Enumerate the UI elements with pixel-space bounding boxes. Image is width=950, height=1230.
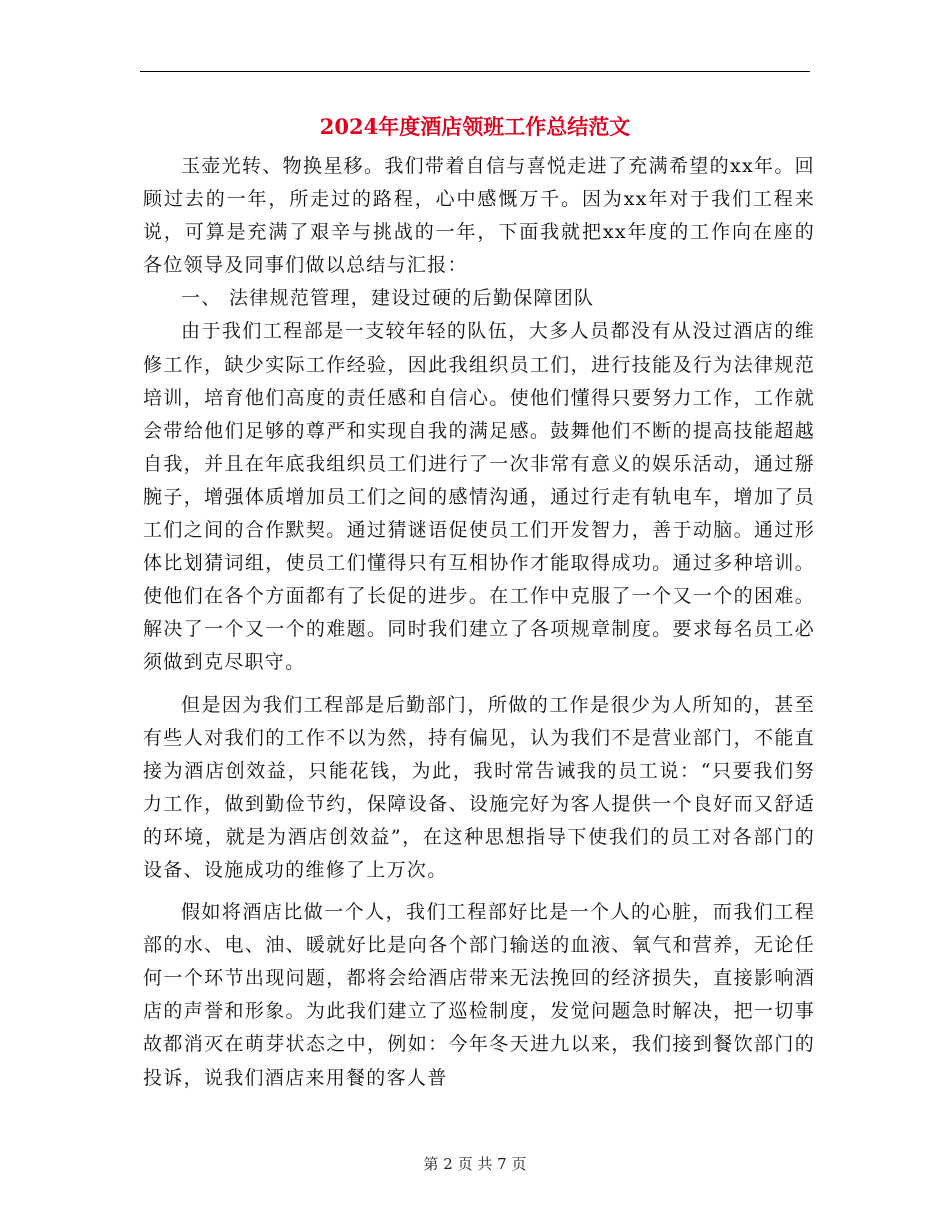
paragraph-team-training: 由于我们工程部是一支较年轻的队伍，大多人员都没有从没过酒店的维修工作，缺少实际工作经验，因此我组织员工们，进行技能及行为法律规范培训，培育他们高度的责任感和自信心。使他们懂得只要努力工作，工作就会带给他们足够的尊严和实现自我的满足感。鼓舞他们不断的提高技能超越自我，并且在年底我组织员工们进行了一次非常有意义的娱乐活动，通过掰腕子，增强体质增加员工们之间的感情沟通，通过行走有轨电车，增加了员工们之间的合作默契。通过猜谜语促使员工们开发智力，善于动脑。通过形体比划猜词组，使员工们懂得只有互相协作才能取得成功。通过多种培训。使他们在各个方面都有了长促的进步。在工作中克服了一个又一个的困难。解决了一个又一个的难题。同时我们建立了各项规章制度。要求每名员工必须做到克尽职守。: [143, 320, 815, 674]
header-rule: [140, 71, 810, 72]
page-number-footer: 第 2 页 共 7 页: [423, 1155, 527, 1173]
paragraph-heart-analogy: 假如将酒店比做一个人，我们工程部好比是一个人的心脏，而我们工程部的水、电、油、暖就好比是向各个部门输送的血液、氧气和营养，无论任何一个环节出现问题，都将会给酒店带来无法挽回的经济损失，直接影响酒店的声誉和形象。为此我们建立了巡检制度，发觉问题急时解决，把一切事故都消灭在萌芽状态之中，例如：今年冬天进九以来，我们接到餐饮部门的投诉，说我们酒店来用餐的客人普: [143, 901, 815, 1089]
paragraph-intro: 玉壶光转、物换星移。我们带着自信与喜悦走进了充满希望的xx年。回顾过去的一年，所走过的路程，心中感慨万千。因为xx年对于我们工程来说，可算是充满了艰辛与挑战的一年，下面我就把xx年度的工作向在座的各位领导及同事们做以总结与汇报：: [143, 155, 815, 277]
section-heading-1: 一、 法律规范管理，建设过硬的后勤保障团队: [181, 287, 595, 310]
paragraph-logistics: 但是因为我们工程部是后勤部门，所做的工作是很少为人所知的，甚至有些人对我们的工作不以为然，持有偏见，认为我们不是营业部门，不能直接为酒店创效益，只能花钱，为此，我时常告诫我的员工说：“只要我们努力工作，做到勤俭节约，保障设备、设施完好为客人提供一个良好而又舒适的环境，就是为酒店创效益”，在这种思想指导下使我们的员工对各部门的设备、设施成功的维修了上万次。: [143, 693, 815, 881]
document-title: 2024年度酒店领班工作总结范文: [319, 114, 631, 139]
document-body: [143, 150, 815, 1095]
